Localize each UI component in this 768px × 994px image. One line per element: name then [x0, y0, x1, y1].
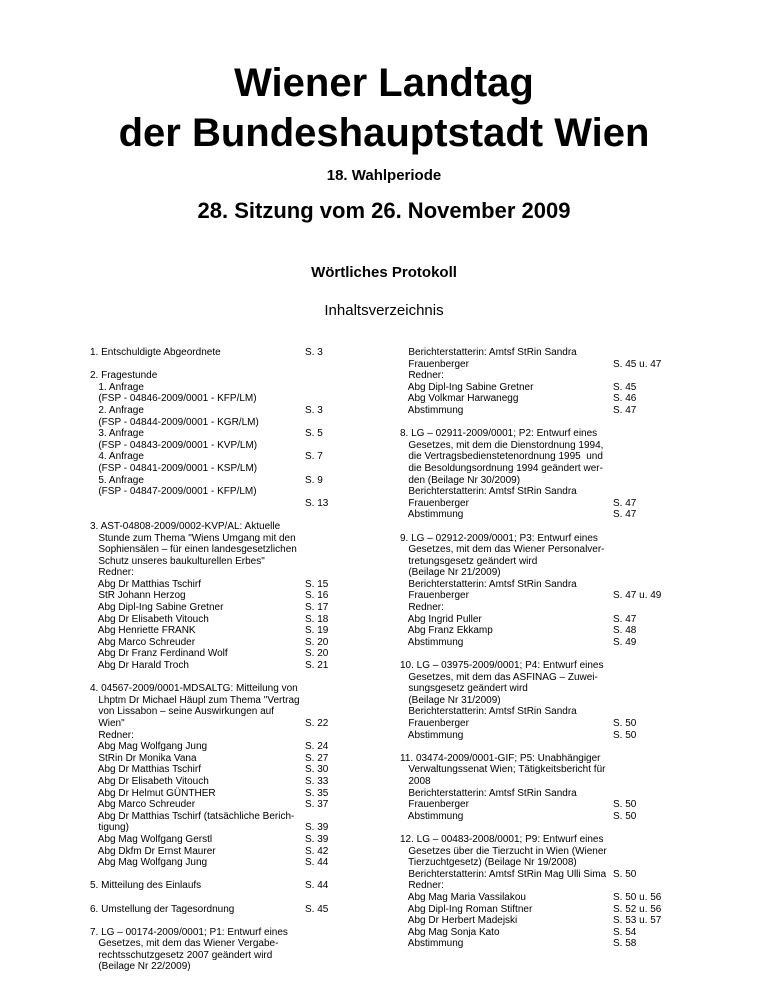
toc-item-pages: S. 44: [305, 880, 329, 892]
toc-item-text: 9. LG – 02912-2009/0001; P3: Entwurf eines Gesetzes, mit dem das Wiener Personalver- tretungsgesetz geändert wird (Beilage Nr 21/2009) Berichterstatterin: Amtsf StRin Sandra Frauenberger Redner: Abg Ingrid Puller Abg Franz Ekkamp Abstimmung: [400, 532, 605, 648]
toc-item-text: 2. Fragestunde 1. Anfrage (FSP - 04846-2009/0001 - KFP/LM) 2. Anfrage (FSP - 04844-2009/0001 - KGR/LM) 3. Anfrage (FSP - 04843-2009/0001 - KVP/LM) 4. Anfrage (FSP - 04841-2009/0001 - KSP/LM) 5. Anfrage (FSP - 04847-2009/0001 - KFP/LM): [90, 370, 259, 498]
toc-item: [400, 533, 695, 649]
toc-item-pages: S. 22 S. 24 S. 27 S. 30 S. 33 S. 35 S. 37 S. 39 S. 39 S. 42 S. 44: [305, 718, 329, 869]
toc-item-pages: S. 15 S. 16 S. 17 S. 18 S. 19 S. 20 S. 20 S. 21: [305, 578, 329, 672]
toc-item: [90, 904, 360, 916]
toc-item: [400, 428, 695, 521]
session-title: 28. Sitzung vom 26. November 2009: [197, 198, 571, 223]
toc-item: [90, 880, 360, 892]
toc-item-text: 10. LG – 03975-2009/0001; P4: Entwurf eines Gesetzes, mit dem das ASFINAG – Zuwei- sungsgesetz geändert wird (Beilage Nr 31/2009) Berichterstatterin: Amtsf StRin Sandra Frauenberger Abstimmung: [400, 660, 604, 741]
toc-item-text: 7. LG – 00174-2009/0001; P1: Entwurf eines Gesetzes, mit dem das Wiener Vergabe- rechtsschutzgesetz 2007 geändert wird (Beilage Nr 22/2009): [90, 926, 288, 973]
toc-right-column: [400, 347, 695, 961]
toc-item-pages: S. 45 u. 47 S. 45 S. 46 S. 47: [613, 358, 662, 416]
toc-item-text: Berichterstatterin: Amtsf StRin Sandra Frauenberger Redner: Abg Dipl-Ing Sabine Gretner Abg Volkmar Harwanegg Abstimmung: [407, 347, 577, 416]
toc-item-text: 1. Entschuldigte Abgeordnete: [90, 347, 221, 358]
title-line-1: Wiener Landtag: [234, 61, 534, 105]
toc-item-pages: S. 50 S. 50: [613, 718, 637, 741]
toc-item: [400, 834, 695, 950]
toc-item-text: 8. LG – 02911-2009/0001; P2: Entwurf eines Gesetzes, mit dem die Dienstordnung 1994, die Vertragsbedienstetenordnung 1995 und die Besoldungsordnung 1994 geändert wer- den (Beilage Nr 30/2009) Berichterstatterin: Amtsf StRin Sandra Frauenberger Abstimmung: [400, 428, 604, 521]
toc-item: [90, 927, 360, 973]
toc-item-text: 4. 04567-2009/0001-MDSALTG: Mitteilung von Lhptm Dr Michael Häupl zum Thema "Vertrag von Lissabon – seine Auswirkungen auf Wien" Redner: Abg Mag Wolfgang Jung StRin Dr Monika Vana Abg Dr Matthias Tschirf Abg Dr Elisabeth Vitouch Abg Dr Helmut GÜNTHER Abg Marco Schreuder Abg Dr Matthias Tschirf (tatsächliche Berich- tigung) Abg Mag Wolfgang Gerstl Abg Dkfm Dr Ernst Maurer Abg Mag Wolfgang Jung: [90, 683, 300, 869]
toc-item: [400, 753, 695, 823]
toc-item-pages: S. 47 S. 47: [613, 497, 637, 521]
toc-item: [90, 683, 360, 869]
toc-item: [90, 347, 360, 359]
toc-item: [400, 347, 695, 417]
toc-item-pages: S. 50 S. 50: [613, 799, 637, 822]
toc-item-text: 6. Umstellung der Tagesordnung: [90, 903, 235, 915]
toc-item-pages: S. 47 u. 49 S. 47 S. 48 S. 49: [613, 590, 662, 648]
toc-heading: Inhaltsverzeichnis: [324, 302, 444, 319]
toc-left-column: [90, 347, 360, 985]
toc-item: [90, 521, 360, 672]
toc-item-pages: S. 45: [305, 903, 329, 915]
toc-item-text: 3. AST-04808-2009/0002-KVP/AL: Aktuelle Stunde zum Thema "Wiens Umgang mit den Sophiensälen – für einen landesgesetzlichen Schutz unseres baukulturellen Erbes" Redner: Abg Dr Matthias Tschirf StR Johann Herzog Abg Dipl-Ing Sabine Gretner Abg Dr Elisabeth Vitouch Abg Henriette FRANK Abg Marco Schreuder Abg Dr Franz Ferdinand Wolf Abg Dr Harald Troch: [90, 520, 297, 672]
toc-item-text: 11. 03474-2009/0001-GIF; P5: Unabhängiger Verwaltungssenat Wien; Tätigkeitsbericht für 2008 Berichterstatterin: Amtsf StRin Sandra Frauenberger Abstimmung: [400, 752, 606, 822]
toc-item-text: 12. LG – 00483-2008/0001; P9: Entwurf eines Gesetzes über die Tierzucht in Wien (Wiener Tierzuchtgesetz) (Beilage Nr 19/2008) Berichterstatterin: Amtsf StRin Mag Ulli Sima Redner: Abg Mag Maria Vassilakou Abg Dipl-Ing Roman Stiftner Abg Dr Herbert Madejski Abg Mag Sonja Kato Abstimmung: [400, 833, 607, 950]
toc-item-pages: S. 50 S. 50 u. 56 S. 52 u. 56 S. 53 u. 57 S. 54 S. 58: [613, 868, 662, 950]
toc-item-pages: S. 3: [305, 347, 323, 358]
toc-item: [400, 660, 695, 741]
title-line-2: der Bundeshauptstadt Wien: [118, 111, 650, 155]
toc-item-text: 5. Mitteilung des Einlaufs: [90, 880, 202, 892]
protocol-heading: Wörtliches Protokoll: [311, 264, 457, 281]
toc-item: [90, 370, 360, 509]
toc-item-pages: S. 3 S. 5 S. 7 S. 9 S. 13: [305, 404, 329, 509]
election-period: 18. Wahlperiode: [326, 167, 442, 184]
toc-item-pages: [305, 927, 360, 973]
